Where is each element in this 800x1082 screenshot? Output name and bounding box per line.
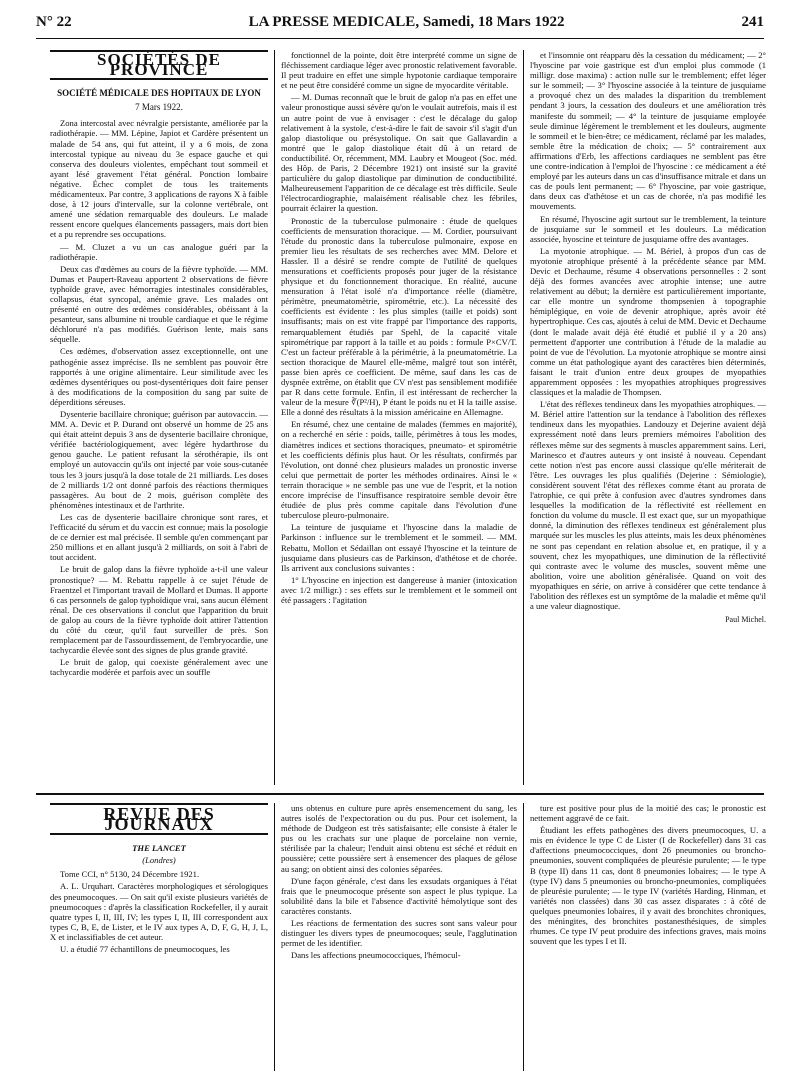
column-1 bbox=[50, 50, 268, 790]
paragraph: Le bruit de galop dans la fièvre typhoïde a-t-il une valeur pronostique? — M. Rebattu rappelle à ce sujet l'étude de Fraentzel et l'important travail de Mollard et Dumas. Il apporte 6 cas personnels de galop typhoïdique vrai, sans aucun élément rénal. De ces observations il conclut que l'apparition du bruit de galop au cours de la fièvre typhoïde doit attirer l'attention du côté du cœur, qu'il faut surveiller de près. Son remplacement par de l'assourdissement, de l'embryocardie, une tachycardie élevée sont des signes de plus grande gravité. bbox=[50, 564, 268, 656]
bottom-column-1 bbox=[50, 803, 268, 1073]
paragraph: Les réactions de fermentation des sucres sont sans valeur pour distinguer les divers types de pneumocoques; seule, l'agglutination permet de les identifier. bbox=[281, 918, 517, 949]
header-rule bbox=[36, 38, 764, 39]
paragraph: A. L. Urquhart. Caractères morphologiques et sérologiques des pneumocoques. — On sait qu'il existe plusieurs variétés de pneumocoques : d'après la classification Rockefeller, il y aurait quatre types I, II, III, IV; les types I, II, III correspondent aux types C, B, E, de Lister, et le IV aux types A, D, F, G, H, J, L, X et inclassifiables de cet auteur. bbox=[50, 881, 268, 942]
paragraph: — M. Cluzet a vu un cas analogue guéri par la radiothérapie. bbox=[50, 241, 268, 262]
paragraph: Deux cas d'œdèmes au cours de la fièvre typhoïde. — MM. Dumas et Paupert-Raveau apportent 2 observations de fièvre typhoïde grave, avec hémorragies intestinales considérables, collapsus, état syncopal, anémie grave. Les malades ont présenté en outre des œdèmes considérables, obéissant à la pesanteur, sans albumine ni trouble cardiaque et que le régime déchloruré n'a pas modifiés. Guérison lente, mais sans séquelle. bbox=[50, 263, 268, 345]
journal-title: LA PRESSE MEDICALE, Samedi, 18 Mars 1922 bbox=[248, 13, 565, 30]
column-divider bbox=[274, 803, 275, 1071]
paragraph: Les cas de dysenterie bacillaire chronique sont rares, et l'efficacité du sérum et du vaccin est connue; mais la posologie de ce dernier est mal précisée. Il semble qu'en commençant par 250 millions et en allant jusqu'à 2 milliards, on soit à l'abri de tout accident. bbox=[50, 511, 268, 563]
column-2 bbox=[281, 50, 517, 790]
paragraph: et l'insomnie ont réapparu dès la cessation du médicament; — 2° l'hyoscine par voie gastrique est d'un emploi plus commode (1 milligr. dose maxima) : action nulle sur le tremblement; effet léger sur le sommeil; — 3° l'hyoscine associée à la teinture de jusquiame a provoqué chez un des malades la disparition du tremblement pendant 3 jours, la cessation des douleurs et une amélioration très manifeste du sommeil; — 4° la teinture de jusquiame employée seule diminue légèrement le tremblement et les douleurs, augmente le sommeil et le bien-être; ce médicament, réclamé par les malades, semble être la médication de choix; — 5° contrairement aux affirmations d'Erb, les affections cardiaques ne semblent pas être une contre-indication à l'emploi de l'hyoscine : ce médicament a été employé par les auteurs dans un cas d'insuffisance mitrale et dans un cas de pouls lent permanent; — 6° l'hyoscine, par voie gastrique, dans deux cas d'athétose et un cas de chorée, n'a pas modifié les mouvements. bbox=[530, 50, 766, 212]
paragraph: Dans les affections pneumococciques, l'hémocul- bbox=[291, 950, 461, 961]
bottom-column-2 bbox=[281, 803, 517, 1073]
paragraph: U. a étudié 77 échantillons de pneumocoques, les bbox=[60, 944, 230, 955]
column-3 bbox=[530, 50, 766, 790]
paragraph: En résumé, l'hyoscine agit surtout sur le tremblement, la teinture de jusquiame sur le sommeil et les douleurs. La médication associée, hyoscine et teinture de jusquiame offre des avantages. bbox=[530, 213, 766, 244]
paragraph: ture est positive pour plus de la moitié des cas; le pronostic est nettement aggravé de ce fait. bbox=[530, 803, 766, 824]
paragraph: Étudiant les effets pathogènes des divers pneumocoques, U. a mis en évidence le type C de Lister (I de Rockefeller) dans 31 cas d'affections pneumococciques, dont 26 pneumonies ou broncho-pneumonies, souvent compliquées de pleurésie purulente; — le type B (type II) dans 11 cas, dont 8 pneumonies lobaires; — le type A (type IV) dans 5 pneumonies ou broncho-pneumonies, compliquées de pleurésie purulente; — le type IV (variétés Harding, Hinman, et variétés non classées) dans 30 cas assez disparates : à côté de quelques pneumonies lobaires, il y avait des bronchites chroniques, des méningites, des bronchites postanesthésiques, de simples rhumes. Ce type IV peut produire des infections graves, mais moins souvent que les types I et II. bbox=[530, 825, 766, 947]
issue-reference: Tome CCI, n° 5130, 24 Décembre 1921. bbox=[60, 869, 200, 880]
page-header bbox=[36, 8, 764, 36]
paragraph: La myotonie atrophique. — M. Bériel, à propos d'un cas de myotonie atrophique présenté à la précédente séance par MM. Devic et Dechaume, résume 4 observations personnelles : 2 sont déjà des formes avancées avec atrophie intense; une autre relativement au début; la dernière est particulièrement importante, car elle montre un syndrome thompsenien à topographie hémiplégique, en voie de devenir atrophique, après avoir été hypertrophique. Ces cas, ajoutés à celui de MM. Devic et Dechaume (dont le malade avait déjà été étudié et publié il y a 20 ans) permettent d'apporter une contribution à l'étude de la maladie au point de vue de l'évolution. La myotonie atrophique se montre ainsi comme un état pathologique ayant des caractères bien déterminés, faisant le trait d'union entre deux groupes de myopathies apparemment opposées : les myopathies atrophiques progressives classiques et la maladie de Thompsen. bbox=[530, 245, 766, 398]
paragraph: Ces œdèmes, d'observation assez exceptionnelle, ont une pathogénie assez imprécise. Ils ne semblent pas pouvoir être rapportés à une origine alimentaire. Leur similitude avec les œdèmes dysentériques ou post-dysentériques doit faire penser à des modifications de la composition du sang par suite de déperditions séreuses. bbox=[50, 346, 268, 407]
author-signature: Paul Michel. bbox=[725, 615, 766, 625]
paragraph: Pronostic de la tuberculose pulmonaire : étude de quelques coefficients de mensuration thoracique. — M. Cordier, poursuivant l'étude du pronostic dans la tuberculose pulmonaire, expose en premier lieu les résultats de ses recherches avec MM. Delore et Hassler. Il a désiré se rendre compte de l'utilité de quelques mensurations et coefficients proposés pour juger de la résistance physique et du fonctionnement thoracique. En réalité, aucune mensuration à l'état isolé n'a d'importance réelle (diamètre, périmètre, pneumatomètrie, spirométrie, etc.). La nécessité des coefficients est évidente : les plus simples (taille et poids) sont insuffisants; mais on est vite frappé par l'importance des rapports, remarquablement étudiés par Spehl, de la capacité vitale spirométrique par rapport à la taille et au poids : formule P×CV/T. C'est un facteur préférable à la périmétrie, à la pneumatométrie. La section thoracique de Maurel elle-même, malgré tout son intérêt, passe bien après ce coefficient. De même, sauf dans les cas de dyspnée extrême, on établit que CV n'est pas sensiblement modifiée par R dans cette formule. Enfin, il est intéressant de rechercher la valeur de la mesure ∛(P²/H), P étant le poids nu et H la taille assise. Elle a donné des résultats à la mission américaine en Allemagne. bbox=[281, 215, 517, 418]
paragraph: Dysenterie bacillaire chronique; guérison par autovaccin. — MM. A. Devic et P. Durand ont observé un homme de 25 ans qui était atteint depuis 3 ans de dysenterie bacillaire chronique, vérifiée bactériologiquement, avec légère hydarthrose du genou gauche. Le patient refusant la sérothérapie, ils ont employé un autovaccin qu'ils ont injecté par voie sous-cutanée tous les 3 jours jusqu'à la dose totale de 21 milliards. Les doses de 2 milliards 1/2 ont donné parfois des réactions thermiques passagères. Au bout de 2 mois, guérison complète des phénomènes intestinaux et de l'arthrite. bbox=[50, 409, 268, 510]
paragraph: En résumé, chez une centaine de malades (femmes en majorité), on a recherché en série : poids, taille, périmètres à tous les modes, diamètres indices et sections thoraciques, pneumato- et spirométrie et les coefficients définis plus haut. Or les résultats, confirmés par l'évolution, ont donné chez plusieurs malades un pronostic inverse celui que permettait de porter les méthodes ordinaires. Ainsi le « terrain thoracique » ne semble pas une vue de l'esprit, et la notion encore imprécise de l'insuffisance respiratoire semble devoir être étudiée de plus près comme capitale dans l'évolution d'une tuberculose pleuro-pulmonaire. bbox=[281, 419, 517, 521]
journal-city: (Londres) bbox=[142, 855, 176, 866]
column-divider bbox=[523, 50, 524, 785]
session-date: 7 Mars 1922. bbox=[135, 102, 183, 113]
paragraph: Zona intercostal avec névralgie persistante, améliorée par la radiothérapie. — MM. Lépine, Japiot et Cardère présentent un malade de 54 ans, qui fut atteint, il y a 6 mois, de zona intercostal typique au niveau du 3e espace gauche et qui conserva des douleurs violentes, empêchant tout sommeil et ayant lésé gravement l'état général. Ponction lombaire négative. Échec complet de tous les traitements médicamenteux. Par contre, 3 applications de rayons X à faible dose, à 12 jours d'intervalle, sur la colonne vertébrale, ont amené une sédation remarquable des douleurs. Le malade ressent encore quelques élancements passagers, mais dort bien et a pu reprendre ses occupations. bbox=[50, 118, 268, 240]
review-section-title: REVUE DES JOURNAUX bbox=[50, 803, 268, 835]
paragraph: 1° L'hyoscine en injection est dangereuse à manier (intoxication avec 1/2 milligr.) : ses effets sur le tremblement et le sommeil ont été passagers : l'agitation bbox=[281, 574, 517, 605]
column-divider bbox=[274, 50, 275, 785]
society-name: SOCIÉTÉ MÉDICALE DES HOPITAUX DE LYON bbox=[57, 88, 261, 99]
page-number: 241 bbox=[741, 13, 764, 30]
section-rule bbox=[36, 793, 764, 795]
paragraph: — M. Dumas reconnaît que le bruit de galop n'a pas en effet une valeur pronostique aussi sévère qu'on le voulait autrefois, mais il est un autre point de vue à envisager : c'est le décalage du galop relativement à la systole, c'est-à-dire le fait de savoir s'il s'agit d'un galop diastolique ou présystolique. On sait que Gallavardin a montré que le galop diastolique était dû à un retard de conductibilité. Or, récemment, MM. Laubry et Mougeot (Soc. méd. des Hôp. de Paris, 2 Décembre 1921) ont insisté sur la gravité particulière du galop diastolique par diminution de conductibilité. Malheureusement l'apparition de ce décalage est très difficile. Seule l'électrocardiographie, malaisément réalisable chez les fébriles, pourrait éclairer la question. bbox=[281, 92, 517, 214]
paragraph: Le bruit de galop, qui coexiste généralement avec une tachycardie modérée et parfois avec un souffle bbox=[50, 657, 268, 678]
paragraph: La teinture de jusquiame et l'hyoscine dans la maladie de Parkinson : influence sur le tremblement et le sommeil. — MM. Rebattu, Mollon et Sédaillan ont essayé l'hyoscine et la teinture de jusquiame dans plusieurs cas de Parkinson, d'athétose et de chorée. Ils arrivent aux conclusions suivantes : bbox=[281, 522, 517, 573]
paragraph: uns obtenus en culture pure après ensemencement du sang, les autres isolés de l'expectoration ou du pus. Pour cet isolement, la méthode de Dudgeon est très satisfaisante; elle consiste à étaler le pus ou les crachats sur une plaque de porcelaine non vernie, stérilisée par la chaleur; l'enduit ainsi obtenu est séché et réduit en poussière; cette poussière sert à ensemencer des plaques de gélose au sang; on obtient ainsi des colonies séparées. bbox=[281, 803, 517, 874]
paragraph: L'état des réflexes tendineux dans les myopathies atrophiques. — M. Bériel attire l'attention sur la tendance à l'abolition des réflexes tendineux dans les myopathies. Landouzy et Dejerine avaient déjà expressément noté dans leurs premiers mémoires l'abolition des réflexes même sur des segments à muscles apparemment sains. Leri, Marinesco et d'autres auteurs y ont insisté à nouveau. Cependant cette notion n'est pas encore aussi classique qu'elle mériterait de l'être. Les ouvrages les plus qualifiés (Dejerine : Sémiologie), considèrent souvent l'état des réflexes comme étant au prorata de l'atrophie, ce qui prête à confusion avec d'autres syndromes dans lesquelles la modification de la réflectivité est réellement en fonction du volume du muscle. Il est exact que, sur un myopathique donné, la diminution des réflexes tendineux est généralement plus marquée sur les muscles les plus atteints, mais les deux phénomènes ne sont pas cependant en relation absolue et, en pratique, il y a souvent, chez les myopathiques, une diminution de la réflectivité qui contraste avec le volume des muscles, souvent même une abolition, voire une abolition généralisée. Quand on voit des myopathiques en série, on arrive à considérer que cette tendance à l'abolition des réflexes est un symptôme de la maladie et même qu'il a une valeur diagnostique. bbox=[530, 399, 766, 612]
issue-number: N° 22 bbox=[36, 13, 72, 30]
paragraph: fonctionnel de la pointe, doit être interprété comme un signe de fléchissement cardiaque léger avec pronostic relativement favorable. Il peut traduire en effet une simple hypotonie cardiaque temporaire et ne peut être considéré comme un signe de myocardite véritable. bbox=[281, 50, 517, 91]
bottom-column-3 bbox=[530, 803, 766, 1073]
column-divider bbox=[523, 803, 524, 1071]
section-title: SOCIÉTÉS DE PROVINCE bbox=[50, 50, 268, 80]
journal-name: THE LANCET bbox=[132, 843, 186, 854]
paragraph: D'une façon générale, c'est dans les exsudats organiques à l'état frais que le pneumocoque présente son aspect le plus typique. La solubilité dans la bile et l'absence d'activité hémolytique sont des caractères constants. bbox=[281, 875, 517, 916]
